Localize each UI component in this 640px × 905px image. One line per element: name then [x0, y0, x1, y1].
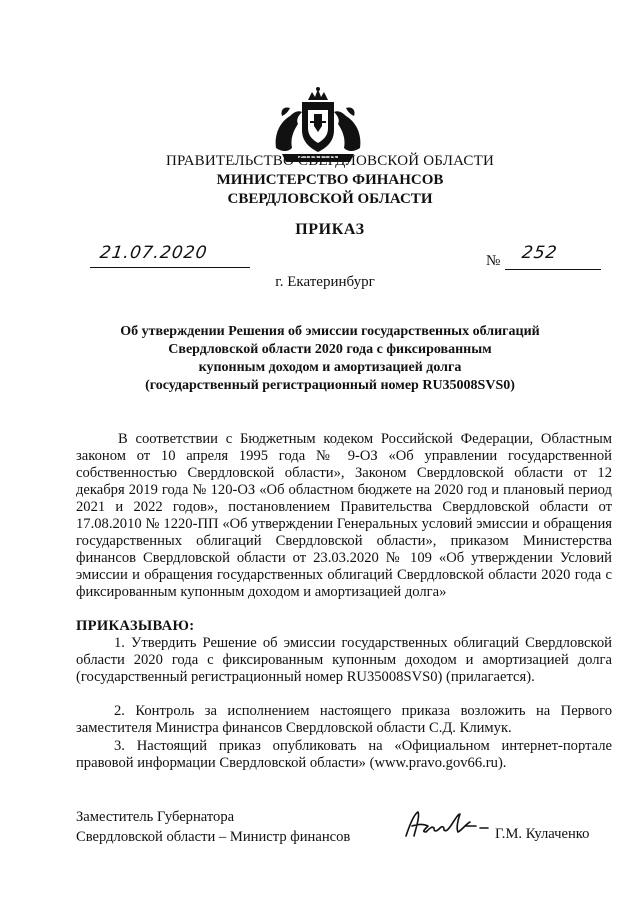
document-type: ПРИКАЗ — [295, 221, 365, 238]
document-title — [60, 323, 600, 395]
order-word: ПРИКАЗЫВАЮ: — [76, 618, 195, 634]
title-line-2: Свердловской области 2020 года с фиксированным — [168, 342, 492, 357]
signatory-position-line-2: Свердловской области – Министр финансов — [76, 829, 351, 845]
title-line-4: (государственный регистрационный номер RU35008SVS0) — [145, 378, 515, 393]
number-sign: № — [486, 253, 501, 269]
order-number: 252 — [520, 243, 559, 263]
city: г. Екатеринбург — [275, 274, 375, 290]
title-line-3: купонным доходом и амортизацией долга — [198, 360, 462, 375]
number-underline — [505, 268, 601, 270]
order-item-3: 3. Настоящий приказ опубликовать на «Официальном интернет-портале правовой информации Свердловской области» (www.pravo.gov66.ru). — [76, 738, 612, 771]
header-region: СВЕРДЛОВСКОЙ ОБЛАСТИ — [227, 191, 433, 207]
signatory-position — [76, 807, 350, 847]
signatory-name: Г.М. Кулаченко — [495, 826, 590, 842]
header-ministry: МИНИСТЕРСТВО ФИНАНСОВ — [216, 172, 444, 188]
order-date: 21.07.2020 — [98, 243, 209, 263]
title-line-1: Об утверждении Решения об эмиссии государственных облигаций — [120, 324, 540, 339]
order-item-1: 1. Утвердить Решение об эмиссии государственных облигаций Свердловской области 2020 года с фиксированным купонным доходом и амортизацией долга (государственный регистрационный номер RU35008SVS0) (прилагается). — [76, 635, 612, 685]
date-underline — [90, 266, 250, 268]
header-government: ПРАВИТЕЛЬСТВО СВЕРДЛОВСКОЙ ОБЛАСТИ — [165, 153, 495, 169]
order-item-2: 2. Контроль за исполнением настоящего приказа возложить на Первого заместителя Министра финансов Свердловской области С.Д. Климук. — [76, 703, 612, 736]
handwritten-signature-icon — [400, 806, 495, 842]
preamble-paragraph: В соответствии с Бюджетным кодеком Российской Федерации, Областным законом от 10 апреля 1995 года № 9-ОЗ «Об управлении государственной собственностью Свердловской области», Законом Свердловской области от 12 декабря 2019 года № 120-ОЗ «Об областном бюджете на 2020 год и плановый период 2021 и 2022 годов», постановлением Правительства Свердловской области от 17.08.2010 № 1220-ПП «Об утверждении Генеральных условий эмиссии и обращения государственных облигаций Свердловской области», приказом Министерства финансов Свердловской области от 23.03.2020 № 109 «Об утверждении Условий эмиссии и обращения государственных облигаций Свердловской области 2020 года с фиксированным купонным доходом и амортизацией долга» — [76, 431, 612, 600]
signatory-position-line-1: Заместитель Губернатора — [76, 809, 235, 825]
